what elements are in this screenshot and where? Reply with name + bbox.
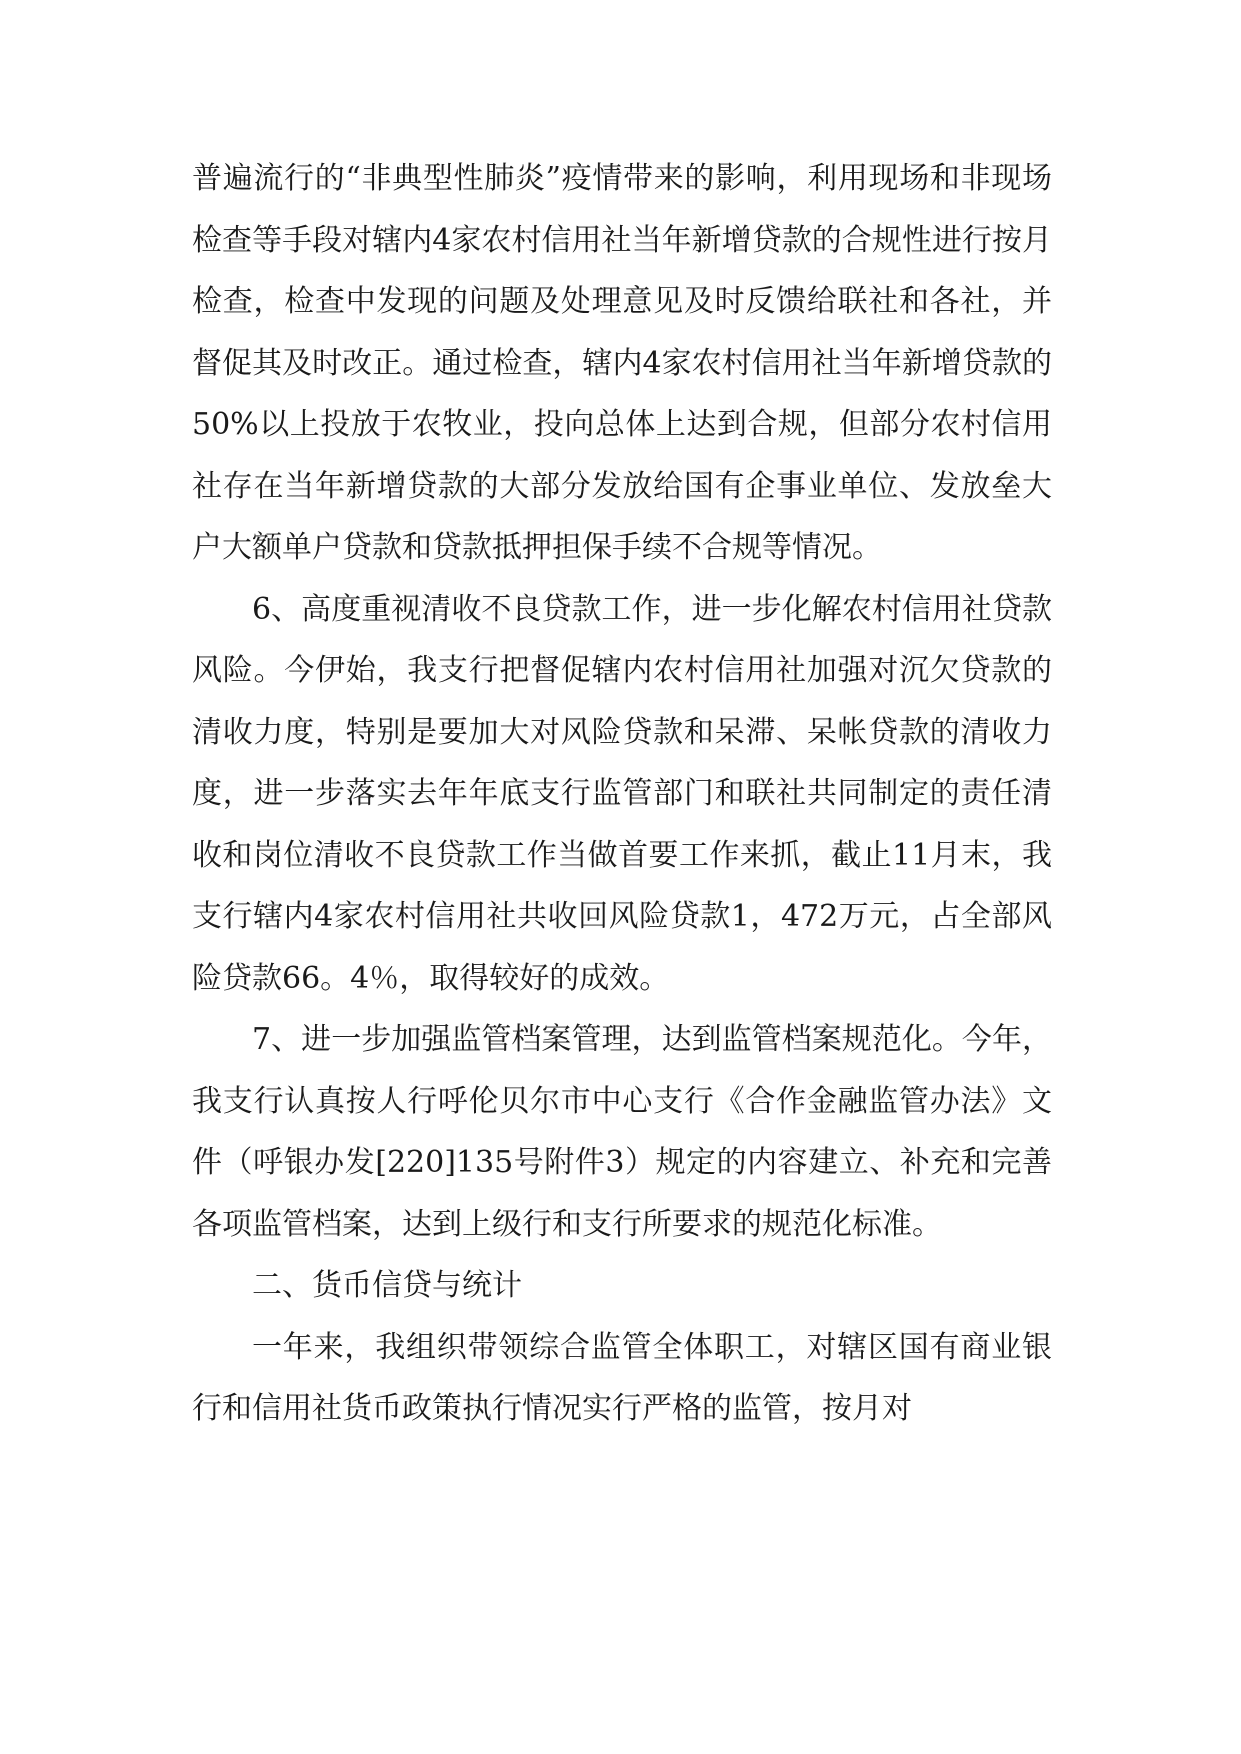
paragraph-continued: 普遍流行的“非典型性肺炎”疫情带来的影响，利用现场和非现场检查等手段对辖内4家农村信用社当年新增贷款的合规性进行按月检查，检查中发现的问题及处理意见及时反馈给联社和各社，并督促其及时改正。通过检查，辖内4家农村信用社当年新增贷款的50%以上投放于农牧业，投向总体上达到合规，但部分农村信用社存在当年新增贷款的大部分发放给国有企事业单位、发放垒大户大额单户贷款和贷款抵押担保手续不合规等情况。 <box>192 161 1052 565</box>
document-body <box>192 148 1052 1440</box>
paragraph-section-intro: 一年来，我组织带领综合监管全体职工，对辖区国有商业银行和信用社货币政策执行情况实行严格的监管，按月对 <box>192 1329 1052 1426</box>
paragraph-item-6: 6、高度重视清收不良贷款工作，进一步化解农村信用社贷款风险。今伊始，我支行把督促辖内农村信用社加强对沉欠贷款的清收力度，特别是要加大对风险贷款和呆滞、呆帐贷款的清收力度，进一步落实去年年底支行监管部门和联社共同制定的责任清收和岗位清收不良贷款工作当做首要工作来抓，截止11月末，我支行辖内4家农村信用社共收回风险贷款1，472万元，占全部风险贷款66。4％，取得较好的成效。 <box>192 591 1052 996</box>
section-heading: 二、货币信贷与统计 <box>252 1268 522 1303</box>
paragraph-item-7: 7、进一步加强监管档案管理，达到监管档案规范化。今年，我支行认真按人行呼伦贝尔市中心支行《合作金融监管办法》文件（呼银办发[220]135号附件3）规定的内容建立、补充和完善各项监管档案，达到上级行和支行所要求的规范化标准。 <box>192 1022 1052 1242</box>
